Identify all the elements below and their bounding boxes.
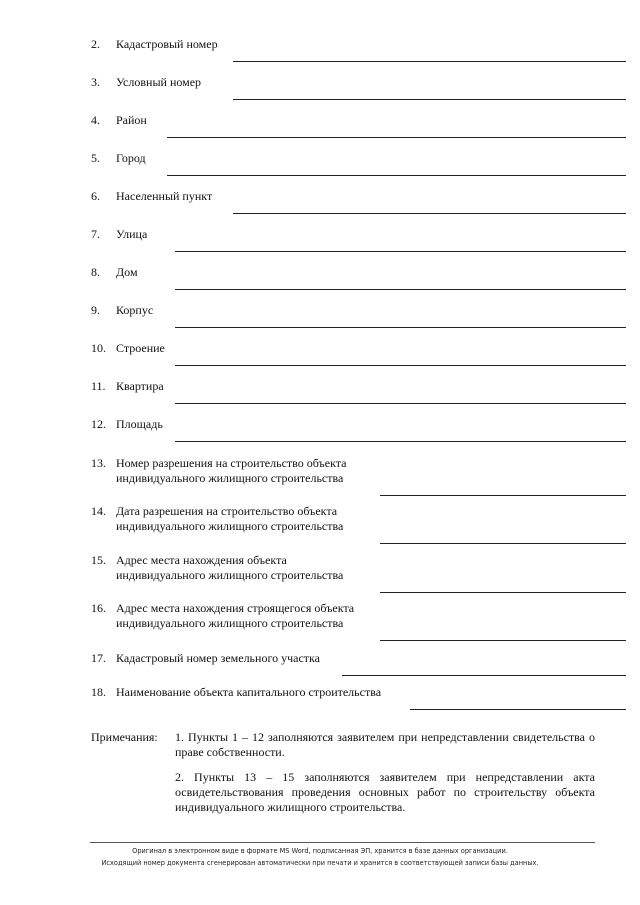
fill-line[interactable] — [380, 543, 626, 544]
field-label: Город — [116, 151, 146, 165]
fill-line[interactable] — [175, 289, 626, 290]
fill-line[interactable] — [342, 675, 626, 676]
field-number: 11. — [91, 379, 106, 393]
fill-line[interactable] — [233, 213, 626, 214]
field-label: Улица — [116, 227, 148, 241]
fill-line[interactable] — [167, 175, 626, 176]
note-item: 1. Пункты 1 – 12 заполняются заявителем при непредставлении свидетельства о праве собственности. — [175, 730, 595, 759]
field-label-continuation: индивидуального жилищного строительства — [116, 519, 344, 533]
field-number: 10. — [91, 341, 106, 355]
field-number: 12. — [91, 417, 106, 431]
field-label: Кадастровый номер — [116, 37, 218, 51]
field-number: 14. — [91, 504, 106, 518]
fill-line[interactable] — [175, 251, 626, 252]
field-number: 4. — [91, 113, 100, 127]
field-number: 8. — [91, 265, 100, 279]
field-label: Условный номер — [116, 75, 202, 89]
field-label: Адрес места нахождения строящегося объекта — [116, 601, 355, 615]
field-label: Населенный пункт — [116, 189, 213, 203]
field-label: Адрес места нахождения объекта — [116, 553, 287, 567]
fill-line[interactable] — [167, 137, 626, 138]
field-label: Кадастровый номер земельного участка — [116, 651, 320, 665]
fill-line[interactable] — [175, 441, 626, 442]
footer-divider — [90, 842, 595, 843]
field-label: Площадь — [116, 417, 163, 431]
fill-line[interactable] — [380, 592, 626, 593]
field-number: 5. — [91, 151, 100, 165]
field-number: 2. — [91, 37, 100, 51]
field-label-continuation: индивидуального жилищного строительства — [116, 471, 344, 485]
fill-line[interactable] — [380, 640, 626, 641]
fill-line[interactable] — [380, 495, 626, 496]
footer-line: Оригинал в электронном виде в формате MS Word, подписанная ЭП, хранится в базе данных организации. — [132, 847, 508, 855]
field-label: Корпус — [116, 303, 154, 317]
field-number: 7. — [91, 227, 100, 241]
field-label: Район — [116, 113, 147, 127]
field-number: 6. — [91, 189, 100, 203]
field-number: 3. — [91, 75, 100, 89]
field-label: Наименование объекта капитального строительства — [116, 685, 382, 699]
fill-line[interactable] — [175, 403, 626, 404]
field-label: Номер разрешения на строительство объекта — [116, 456, 347, 470]
fill-line[interactable] — [410, 709, 626, 710]
field-number: 18. — [91, 685, 106, 699]
field-number: 9. — [91, 303, 100, 317]
fill-line[interactable] — [175, 327, 626, 328]
field-number: 13. — [91, 456, 106, 470]
field-label: Строение — [116, 341, 165, 355]
field-label-continuation: индивидуального жилищного строительства — [116, 568, 344, 582]
footer-line: Исходящий номер документа сгенерирован автоматически при печати и хранится в соответствующей записи базы данных. — [101, 859, 539, 867]
notes-title: Примечания: — [91, 730, 158, 744]
field-label: Квартира — [116, 379, 164, 393]
field-number: 17. — [91, 651, 106, 665]
note-item: 2. Пункты 13 – 15 заполняются заявителем при непредставлении акта освидетельствования проведения основных работ по строительству объекта индивидуального жилищного строительства. — [175, 770, 595, 814]
field-label: Дом — [116, 265, 138, 279]
field-number: 15. — [91, 553, 106, 567]
field-label-continuation: индивидуального жилищного строительства — [116, 616, 344, 630]
fill-line[interactable] — [233, 99, 626, 100]
field-number: 16. — [91, 601, 106, 615]
field-label: Дата разрешения на строительство объекта — [116, 504, 338, 518]
fill-line[interactable] — [175, 365, 626, 366]
fill-line[interactable] — [233, 61, 626, 62]
